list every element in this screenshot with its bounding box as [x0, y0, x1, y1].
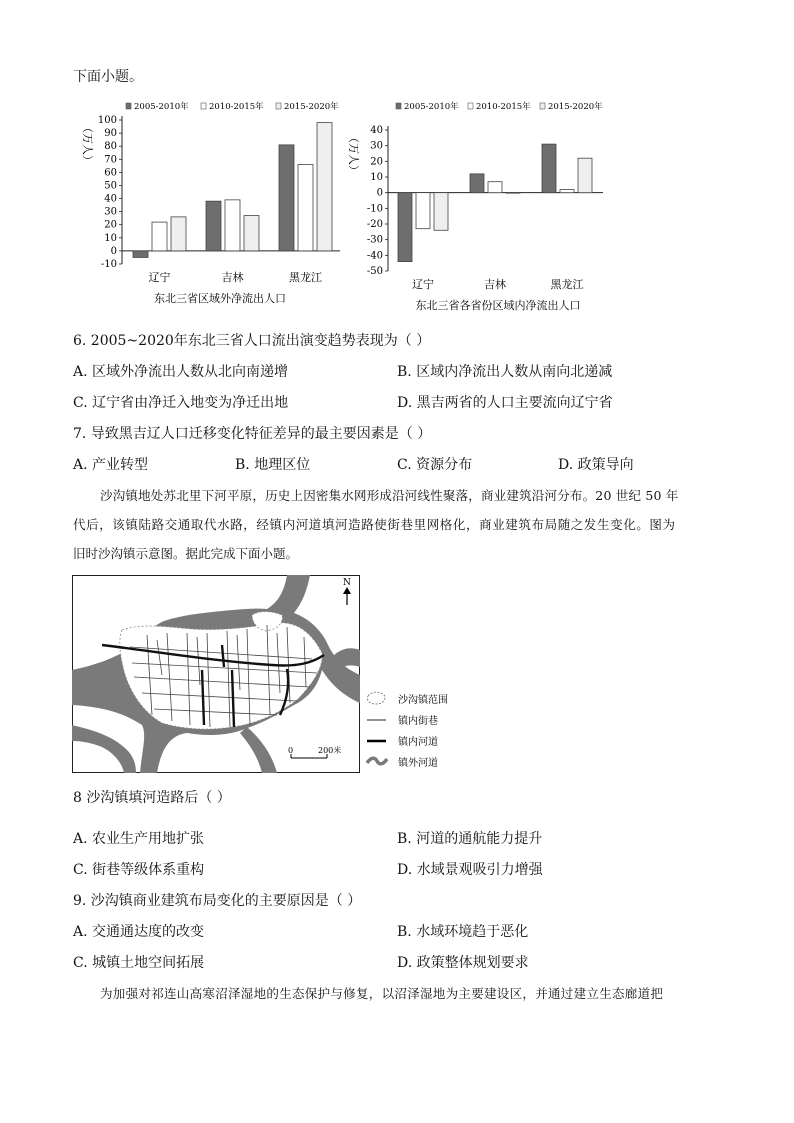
chart-intra-outflow — [338, 96, 628, 316]
legend-swatch-2 — [540, 103, 545, 109]
y-tick-label-10: 0 — [110, 245, 117, 257]
bar-辽宁-0 — [133, 251, 148, 258]
y-tick-label-7: -30 — [366, 234, 383, 246]
y-tick-label-9: 10 — [104, 232, 117, 244]
shagou-town-map — [72, 575, 362, 775]
y-tick-label-2: 20 — [370, 156, 383, 168]
y-tick-label-2: 80 — [104, 141, 117, 153]
bar-吉林-2 — [244, 216, 259, 251]
chart-title: 东北三省各省份区域内净流出人口 — [415, 299, 581, 312]
svg-text:200米: 200米 — [318, 746, 342, 755]
q8-option-d[interactable]: D. 水域景观吸引力增强 — [397, 862, 543, 878]
legend-label-1: 2010-2015年 — [209, 102, 264, 112]
y-tick-label-8: 20 — [104, 219, 117, 231]
q9-option-a[interactable]: A. 交通通达度的改变 — [73, 924, 205, 940]
bar-辽宁-0 — [398, 193, 412, 262]
y-tick-label-3: 10 — [370, 172, 383, 183]
bar-辽宁-2 — [171, 217, 186, 251]
q8-option-a[interactable]: A. 农业生产用地扩张 — [73, 831, 205, 847]
q6-option-a[interactable]: A. 区域外净流出人数从北向南递增 — [73, 364, 289, 380]
q9-option-b[interactable]: B. 水域环境趋于恶化 — [397, 924, 529, 940]
passage-line-2: 代后，该镇陆路交通取代水路，经镇内河道填河造路使街巷里网格化，商业建筑布局随之发生变化。图为 — [73, 517, 676, 532]
legend-label-0: 2005-2010年 — [134, 102, 189, 112]
bar-黑龙江-1 — [560, 190, 574, 193]
question-9-stem: 9. 沙沟镇商业建筑布局变化的主要原因是（ ） — [73, 893, 362, 909]
category-label-2: 黑龙江 — [550, 278, 584, 291]
map-legend — [364, 690, 484, 772]
bar-吉林-0 — [470, 174, 484, 193]
y-tick-label-9: -50 — [366, 266, 383, 277]
bar-黑龙江-0 — [542, 144, 556, 193]
y-tick-label-1: 90 — [104, 128, 117, 140]
q7-option-c[interactable]: C. 资源分布 — [397, 457, 473, 473]
y-tick-label-4: 60 — [104, 167, 117, 179]
q6-option-b[interactable]: B. 区域内净流出人数从南向北递减 — [397, 364, 613, 380]
bar-辽宁-1 — [152, 222, 167, 251]
category-label-2: 黑龙江 — [289, 271, 322, 284]
next-passage-line: 为加强对祁连山高寒沼泽湿地的生态保护与修复，以沼泽湿地为主要建设区，并通过建立生态廊道把 — [100, 986, 664, 1001]
y-tick-label-0: 100 — [97, 115, 117, 126]
q8-option-b[interactable]: B. 河道的通航能力提升 — [397, 831, 543, 847]
q9-option-c[interactable]: C. 城镇土地空间拓展 — [73, 955, 205, 971]
legend-swatch-1 — [468, 103, 473, 109]
legend-label-1: 2010-2015年 — [476, 102, 531, 112]
y-tick-label-0: 40 — [370, 125, 383, 136]
y-tick-label-8: -40 — [366, 250, 383, 262]
bar-辽宁-2 — [434, 193, 448, 231]
legend-label-0: 2005-2010年 — [404, 102, 459, 112]
bar-吉林-1 — [225, 200, 240, 251]
category-label-1: 吉林 — [484, 278, 506, 291]
q6-option-c[interactable]: C. 辽宁省由净迁入地变为净迁出地 — [73, 395, 289, 411]
town-boundary-icon — [367, 692, 385, 704]
legend-swatch-0 — [126, 103, 131, 109]
svg-text:镇内街巷: 镇内街巷 — [398, 716, 438, 727]
bar-辽宁-1 — [416, 193, 430, 229]
y-tick-label-7: 30 — [104, 206, 117, 218]
svg-text:沙沟镇范围: 沙沟镇范围 — [398, 695, 448, 706]
q7-option-a[interactable]: A. 产业转型 — [73, 457, 149, 473]
bar-黑龙江-2 — [578, 158, 592, 192]
legend-swatch-0 — [396, 103, 401, 109]
y-axis-label: （万人） — [81, 122, 94, 166]
category-label-1: 吉林 — [221, 271, 244, 284]
y-axis-label: （万人） — [347, 132, 360, 176]
category-label-0: 辽宁 — [412, 278, 434, 291]
question-8-stem: 8 沙沟镇填河造路后（ ） — [73, 790, 231, 806]
legend-label-2: 2015-2020年 — [284, 102, 339, 112]
bar-吉林-0 — [206, 201, 221, 251]
svg-text:0: 0 — [288, 746, 294, 755]
bar-黑龙江-0 — [279, 145, 294, 251]
y-tick-label-6: -20 — [366, 219, 383, 230]
q8-option-c[interactable]: C. 街巷等级体系重构 — [73, 862, 205, 878]
bar-黑龙江-1 — [298, 165, 313, 251]
y-tick-label-11: -10 — [100, 259, 117, 270]
y-tick-label-6: 40 — [104, 193, 117, 205]
q7-option-d[interactable]: D. 政策导向 — [558, 457, 634, 473]
legend-swatch-2 — [276, 103, 281, 109]
legend-swatch-1 — [201, 103, 206, 109]
passage-line-1: 沙沟镇地处苏北里下河平原，历史上因密集水网形成沿河线性聚落，商业建筑沿河分布。20 世纪 50 年 — [100, 488, 679, 503]
north-label: N — [343, 578, 351, 588]
chart-title: 东北三省区域外净流出人口 — [154, 292, 286, 305]
y-tick-label-5: 50 — [104, 180, 117, 192]
q7-option-b[interactable]: B. 地理区位 — [235, 457, 311, 473]
svg-text:镇外河道: 镇外河道 — [398, 758, 438, 769]
outer-river-icon — [367, 758, 387, 764]
y-tick-label-3: 70 — [104, 154, 117, 166]
question-7-stem: 7. 导致黑吉辽人口迁移变化特征差异的最主要因素是（ ） — [73, 426, 432, 442]
category-label-0: 辽宁 — [148, 271, 171, 284]
chart-region-outflow — [70, 96, 350, 316]
question-6-stem: 6. 2005~2020年东北三省人口流出演变趋势表现为（ ） — [73, 333, 431, 349]
passage-line-3: 旧时沙沟镇示意图。据此完成下面小题。 — [73, 546, 299, 561]
svg-text:镇内河道: 镇内河道 — [398, 737, 438, 748]
bar-吉林-2 — [506, 193, 520, 194]
y-tick-label-1: 30 — [370, 140, 383, 152]
q9-option-d[interactable]: D. 政策整体规划要求 — [397, 955, 529, 971]
legend-label-2: 2015-2020年 — [548, 102, 603, 112]
q6-option-d[interactable]: D. 黑吉两省的人口主要流向辽宁省 — [397, 395, 613, 411]
bar-吉林-1 — [488, 182, 502, 193]
y-tick-label-5: -10 — [366, 203, 383, 215]
intro-text: 下面小题。 — [73, 69, 143, 85]
bar-黑龙江-2 — [317, 123, 332, 251]
y-tick-label-4: 0 — [376, 187, 383, 199]
